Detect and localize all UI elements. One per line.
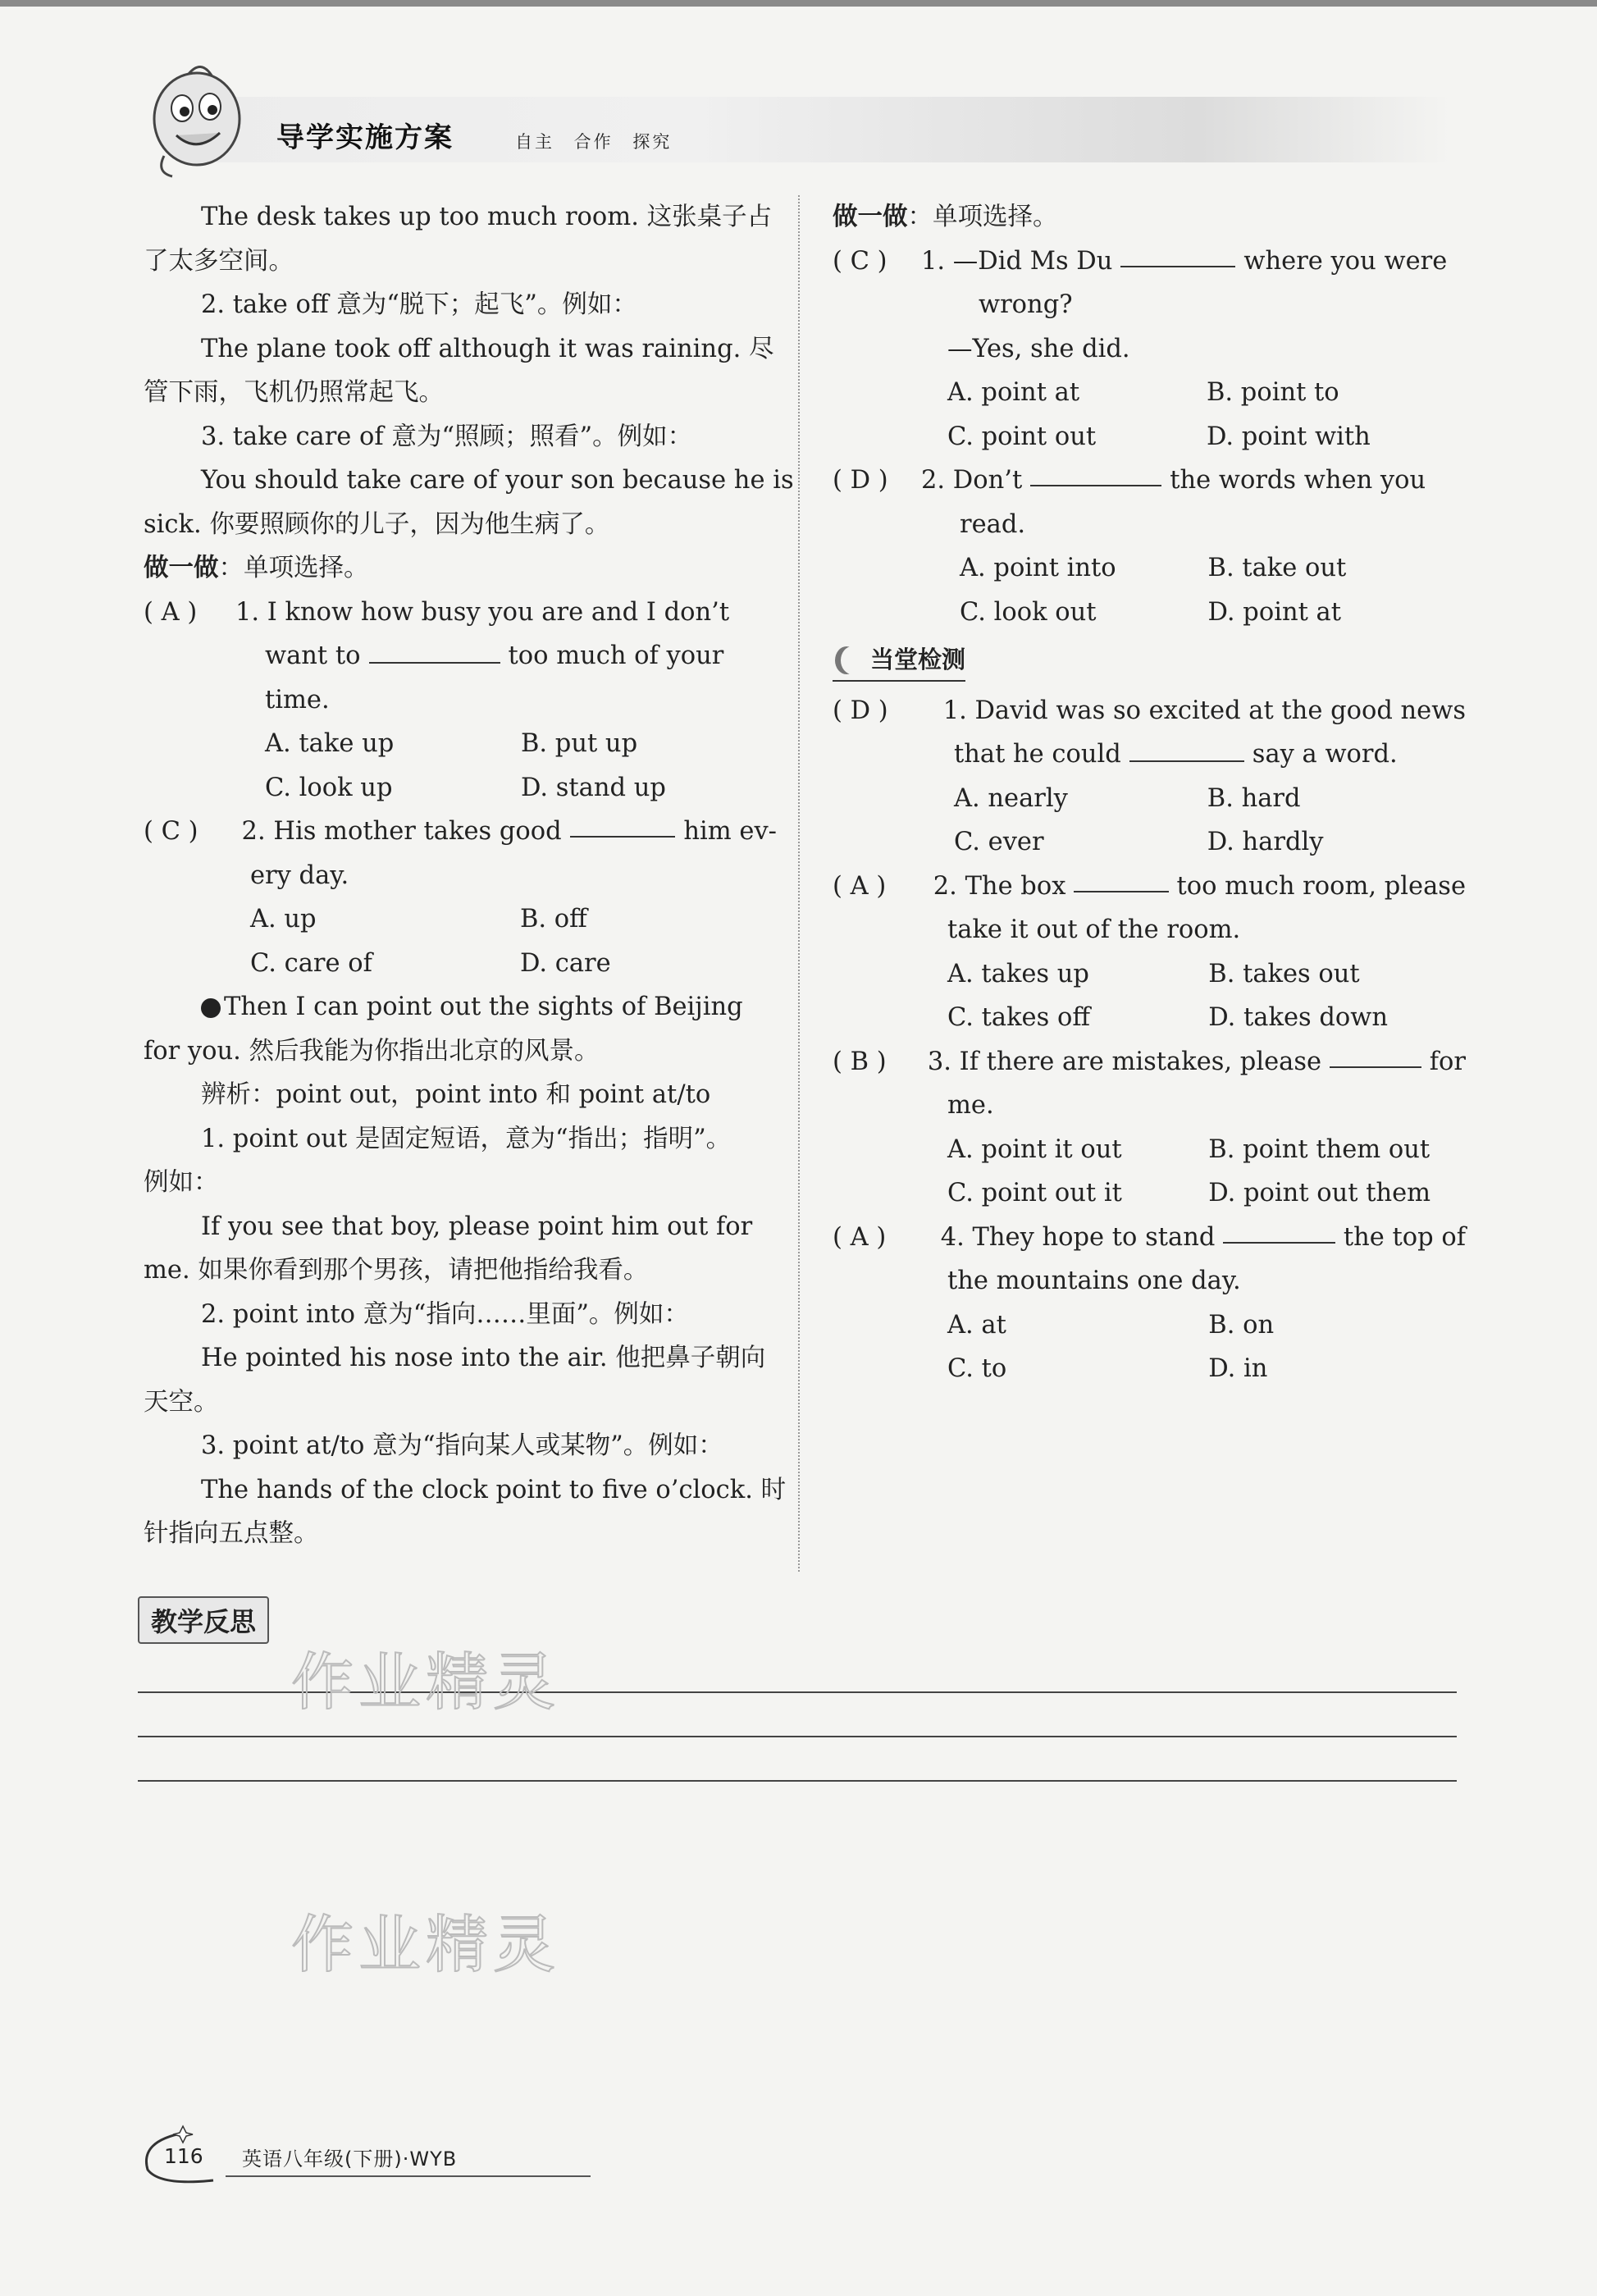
- bullet-icon: [201, 998, 221, 1018]
- option-c: C. to: [947, 1354, 1007, 1383]
- section-heading: [833, 641, 965, 682]
- option-a: A. up: [250, 905, 317, 933]
- answer-blank: [1129, 734, 1244, 762]
- page-top-edge: [0, 0, 1597, 7]
- question-item: [144, 591, 777, 635]
- question-text: where you were: [1243, 246, 1448, 276]
- options-row: [833, 996, 1466, 1040]
- options-row: [833, 546, 1466, 591]
- question-line: time.: [265, 685, 330, 714]
- question-text: that he could: [954, 740, 1121, 769]
- answer-marker: ( D ): [833, 696, 888, 725]
- option-d: D. hardly: [1207, 828, 1324, 856]
- options-row: [144, 942, 777, 986]
- question-text: the top of: [1343, 1222, 1466, 1252]
- text-line: The hands of the clock point to five o’clock. 时: [201, 1475, 787, 1504]
- text-line: 2. point into 意为“指向……里面”。例如：: [201, 1299, 689, 1329]
- option-a: A. at: [947, 1310, 1006, 1340]
- practice-heading: [833, 195, 1466, 240]
- writing-line: [138, 1780, 1457, 1782]
- question-text: 2. The box: [933, 871, 1066, 901]
- answer-blank: [369, 636, 500, 664]
- option-b: B. point to: [1207, 378, 1339, 407]
- text-line: for you. 然后我能为你指出北京的风景。: [144, 1036, 600, 1066]
- question-item: [833, 459, 1466, 503]
- question-line: me.: [947, 1091, 994, 1120]
- text-line: sick. 你要照顾你的儿子，因为他生病了。: [144, 509, 610, 539]
- text-line: The plane took off although it was raining. 尽: [201, 334, 774, 363]
- answer-marker: ( D ): [833, 466, 888, 495]
- option-b: B. hard: [1207, 783, 1301, 813]
- question-text: want to: [265, 641, 361, 670]
- text-line: 管下雨，飞机仍照常起飞。: [144, 378, 444, 407]
- question-text: 1. David was so excited at the good news: [942, 696, 1466, 725]
- options-row: [833, 415, 1466, 459]
- option-d: D. point with: [1207, 422, 1371, 451]
- option-d: D. stand up: [521, 773, 666, 802]
- options-row: [144, 766, 777, 810]
- text-line: He pointed his nose into the air. 他把鼻子朝向: [201, 1344, 766, 1372]
- question-text: say a word.: [1252, 740, 1398, 769]
- options-row: [833, 820, 1466, 865]
- question-item: [833, 865, 1466, 909]
- option-c: C. look up: [265, 773, 393, 802]
- answer-marker: ( A ): [833, 871, 887, 901]
- question-text: him ev-: [683, 817, 777, 846]
- book-title: 英语八年级(下册)·WYB: [242, 2148, 458, 2170]
- key-sentence: Then I can point out the sights of Beijing: [224, 993, 743, 1021]
- options-row: [833, 777, 1466, 821]
- answer-blank: [1330, 1040, 1421, 1068]
- question-item: [144, 810, 777, 854]
- left-column: [144, 195, 794, 1556]
- question-line: ery day.: [250, 860, 349, 890]
- writing-line: [138, 1736, 1457, 1737]
- option-a: A. point at: [947, 378, 1080, 407]
- question-text: 3. If there are mistakes, please: [927, 1047, 1322, 1076]
- option-a: A. nearly: [954, 783, 1068, 813]
- practice-label: 做一做: [833, 203, 908, 231]
- option-a: A. point into: [960, 554, 1116, 582]
- option-d: D. point out them: [1208, 1179, 1431, 1207]
- option-b: B. point them out: [1208, 1134, 1430, 1164]
- question-line: take it out of the room.: [947, 915, 1241, 944]
- answer-marker: ( A ): [833, 1222, 887, 1252]
- question-text: 1. I know how busy you are and I don’t: [235, 597, 730, 627]
- question-line: —Yes, she did.: [947, 334, 1130, 363]
- options-row: [144, 897, 777, 942]
- options-row: [833, 1347, 1466, 1391]
- options-row: [144, 722, 777, 766]
- text-line: 3. point at/to 意为“指向某人或某物”。例如：: [201, 1431, 723, 1460]
- text-line: 针指向五点整。: [144, 1519, 319, 1548]
- practice-instruction: ：单项选择。: [907, 203, 1058, 231]
- text-line: The desk takes up too much room. 这张桌子占: [201, 203, 773, 231]
- answer-marker: ( C ): [144, 817, 198, 846]
- question-item: [833, 689, 1466, 733]
- question-line: the mountains one day.: [947, 1267, 1241, 1295]
- question-text: 2. Don’t: [921, 466, 1023, 495]
- question-item: [833, 1040, 1466, 1084]
- question-line: [833, 733, 1466, 777]
- option-c: C. point out: [947, 422, 1097, 451]
- practice-instruction: ：单项选择。: [218, 554, 369, 582]
- option-b: B. on: [1208, 1310, 1275, 1340]
- answer-marker: ( A ): [144, 597, 198, 627]
- question-line: read.: [960, 509, 1026, 539]
- option-a: A. point it out: [947, 1134, 1122, 1164]
- column-divider: [798, 195, 800, 1572]
- option-b: B. take out: [1207, 554, 1347, 582]
- text-line: 了太多空间。: [144, 246, 294, 276]
- options-row: [833, 1303, 1466, 1348]
- answer-marker: ( B ): [833, 1047, 887, 1076]
- options-row: [833, 1128, 1466, 1172]
- answer-blank: [1223, 1216, 1335, 1244]
- option-a: A. takes up: [947, 959, 1089, 988]
- text-line: 1. point out 是固定短语，意为“指出；指明”。: [201, 1124, 732, 1153]
- option-c: C. look out: [960, 597, 1097, 627]
- text-line: [144, 985, 777, 1029]
- option-d: D. point at: [1207, 597, 1341, 627]
- question-text: 1. —Did Ms Du: [921, 246, 1113, 276]
- question-text: 2. His mother takes good: [241, 817, 562, 846]
- options-row: [833, 1171, 1466, 1216]
- question-text: the words when you: [1170, 466, 1426, 495]
- answer-blank: [1030, 459, 1161, 486]
- watermark-text: 作业精灵: [291, 1908, 560, 1981]
- practice-heading: [144, 546, 777, 591]
- options-row: [833, 591, 1466, 635]
- text-line: 辨析：point out，point into 和 point at/to: [201, 1080, 711, 1109]
- page-header-title: 导学实施方案: [276, 121, 454, 154]
- reflection-title: 教学反思: [138, 1596, 269, 1644]
- answer-blank: [570, 810, 676, 838]
- option-b: B. put up: [521, 729, 638, 758]
- text-line: me. 如果你看到那个男孩，请把他指给我看。: [144, 1256, 649, 1285]
- question-item: [833, 1216, 1466, 1260]
- options-row: [833, 371, 1466, 415]
- option-c: C. care of: [250, 948, 372, 978]
- question-text: for: [1429, 1047, 1466, 1076]
- question-line: wrong?: [979, 290, 1073, 319]
- text-line: 3. take care of 意为“照顾；照看”。例如：: [201, 422, 693, 451]
- text-line: 天空。: [144, 1387, 219, 1417]
- option-c: C. ever: [954, 828, 1044, 856]
- answer-marker: ( C ): [833, 246, 887, 276]
- footer-rule: [226, 2175, 591, 2177]
- question-text: too much of your: [508, 641, 724, 670]
- option-d: D. in: [1208, 1354, 1268, 1383]
- mascot-icon: [139, 57, 254, 180]
- option-d: D. care: [519, 948, 611, 978]
- text-line: 例如：: [144, 1168, 219, 1197]
- option-c: C. takes off: [947, 1003, 1090, 1032]
- page-number: 116: [164, 2144, 203, 2168]
- question-item: [833, 240, 1466, 284]
- text-line: You should take care of your son because he is: [201, 466, 794, 495]
- option-c: C. point out it: [947, 1179, 1122, 1207]
- options-row: [833, 952, 1466, 997]
- text-line: If you see that boy, please point him out for: [201, 1212, 753, 1241]
- question-line: [144, 634, 777, 678]
- practice-label: 做一做: [144, 554, 219, 582]
- section-title: 当堂检测: [870, 646, 966, 674]
- text-line: 2. take off 意为“脱下；起飞”。例如：: [201, 290, 637, 319]
- crescent-icon: [841, 646, 864, 674]
- question-text: 4. They hope to stand: [940, 1222, 1216, 1252]
- right-column: [833, 195, 1466, 1391]
- option-a: A. take up: [265, 729, 395, 758]
- answer-blank: [1120, 240, 1235, 267]
- page-header-subtitle: 自主 合作 探究: [515, 132, 673, 152]
- watermark-text: 作业精灵: [291, 1646, 560, 1719]
- question-text: too much room, please: [1176, 871, 1466, 901]
- option-b: B. takes out: [1208, 959, 1360, 988]
- answer-blank: [1074, 865, 1168, 892]
- option-d: D. takes down: [1208, 1003, 1388, 1032]
- option-b: B. off: [519, 905, 587, 933]
